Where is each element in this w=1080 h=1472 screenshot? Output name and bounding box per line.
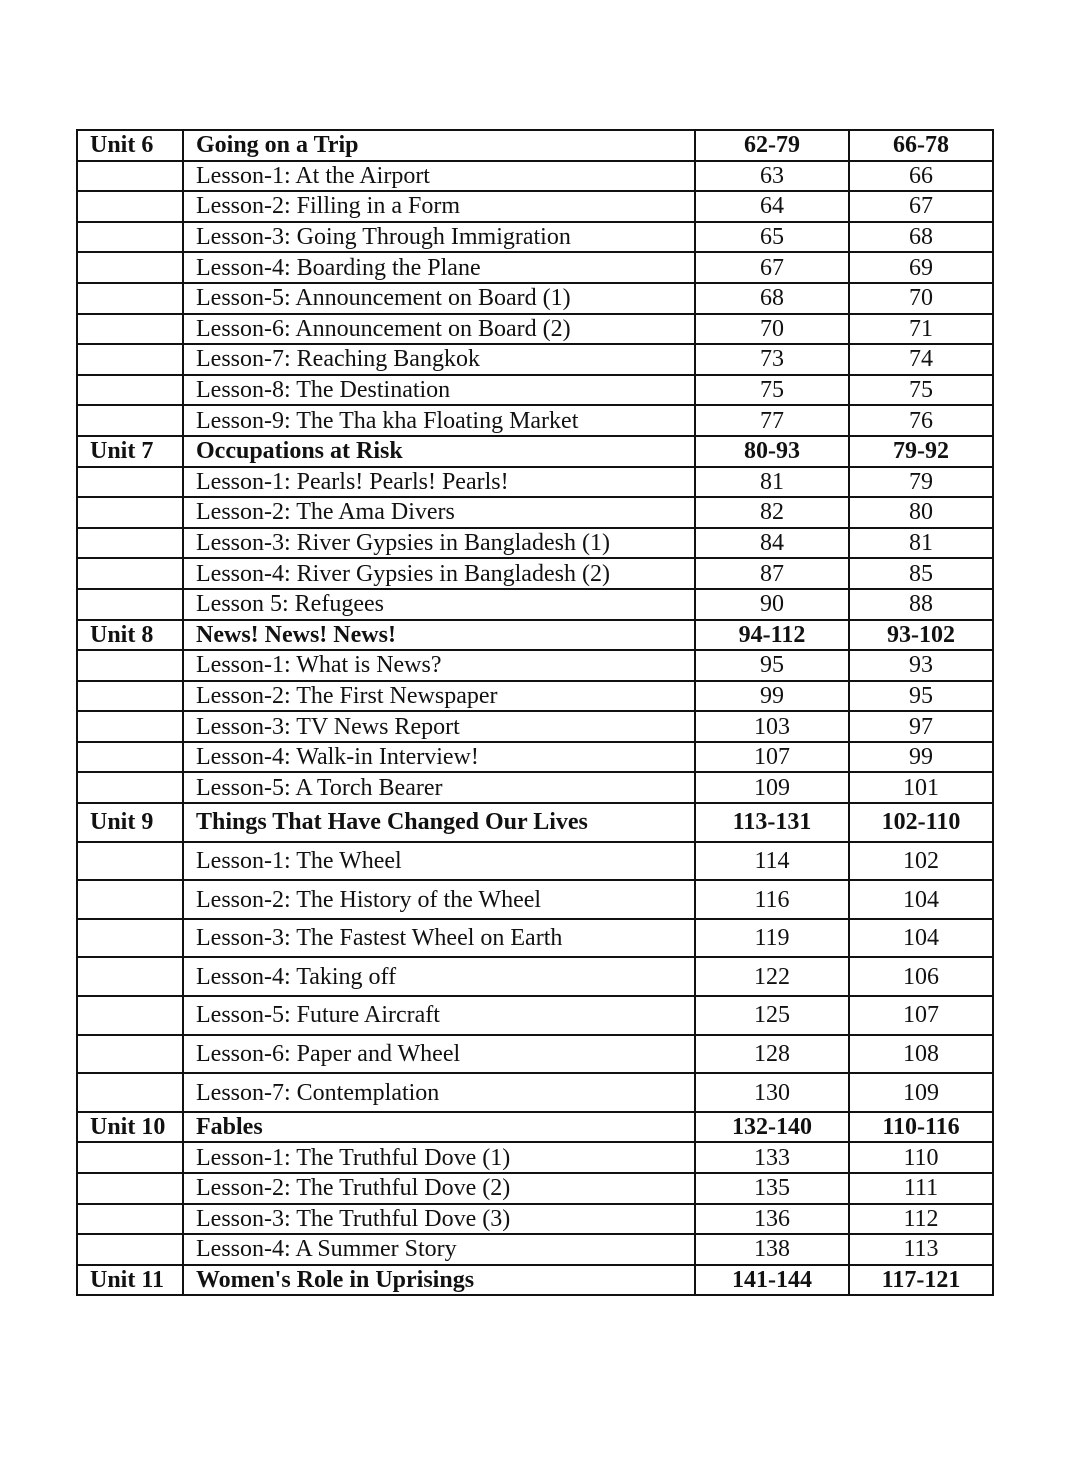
lesson-page-a: 116 [695,880,849,919]
lesson-page-b: 104 [849,880,993,919]
lesson-page-b: 99 [849,742,993,773]
lesson-page-a: 82 [695,497,849,528]
lesson-row [77,222,993,253]
unit-pages-b: 93-102 [849,620,993,651]
unit-pages-a: 80-93 [695,436,849,467]
lesson-page-b: 85 [849,558,993,589]
lesson-page-b: 80 [849,497,993,528]
lesson-row [77,283,993,314]
unit-label-empty [77,1173,183,1204]
lesson-title: Lesson-1: Pearls! Pearls! Pearls! [183,467,695,498]
unit-label-empty [77,1073,183,1112]
lesson-row [77,919,993,958]
lesson-page-b: 108 [849,1035,993,1074]
unit-label: Unit 9 [77,803,183,842]
unit-row [77,1112,993,1143]
unit-label-empty [77,344,183,375]
unit-label-empty [77,252,183,283]
lesson-title: Lesson-5: A Torch Bearer [183,772,695,803]
unit-label-empty [77,314,183,345]
lesson-page-b: 111 [849,1173,993,1204]
lesson-page-a: 87 [695,558,849,589]
unit-label-empty [77,405,183,436]
lesson-title: Lesson-2: Filling in a Form [183,191,695,222]
unit-title: Occupations at Risk [183,436,695,467]
lesson-row [77,528,993,559]
lesson-row [77,996,993,1035]
lesson-page-b: 66 [849,161,993,192]
lesson-row [77,1173,993,1204]
unit-label-empty [77,283,183,314]
lesson-page-b: 67 [849,191,993,222]
unit-pages-a: 132-140 [695,1112,849,1143]
lesson-row [77,375,993,406]
lesson-row [77,1204,993,1235]
lesson-title: Lesson-3: River Gypsies in Bangladesh (1) [183,528,695,559]
lesson-title: Lesson-7: Contemplation [183,1073,695,1112]
lesson-page-b: 75 [849,375,993,406]
unit-pages-b: 110-116 [849,1112,993,1143]
unit-label-empty [77,772,183,803]
lesson-page-a: 103 [695,711,849,742]
lesson-page-b: 81 [849,528,993,559]
lesson-page-b: 68 [849,222,993,253]
lesson-page-a: 73 [695,344,849,375]
lesson-title: Lesson-2: The Truthful Dove (2) [183,1173,695,1204]
lesson-page-a: 68 [695,283,849,314]
lesson-row [77,161,993,192]
lesson-page-b: 88 [849,589,993,620]
lesson-row [77,711,993,742]
lesson-title: Lesson-5: Future Aircraft [183,996,695,1035]
unit-title: Women's Role in Uprisings [183,1265,695,1296]
lesson-title: Lesson 5: Refugees [183,589,695,620]
unit-title: Things That Have Changed Our Lives [183,803,695,842]
lesson-title: Lesson-3: The Truthful Dove (3) [183,1204,695,1235]
lesson-row [77,467,993,498]
lesson-title: Lesson-4: Boarding the Plane [183,252,695,283]
lesson-page-a: 107 [695,742,849,773]
unit-label-empty [77,589,183,620]
unit-label-empty [77,1234,183,1265]
lesson-row [77,957,993,996]
lesson-page-b: 106 [849,957,993,996]
unit-title: News! News! News! [183,620,695,651]
lesson-title: Lesson-6: Paper and Wheel [183,1035,695,1074]
lesson-page-a: 122 [695,957,849,996]
unit-label: Unit 11 [77,1265,183,1296]
lesson-row [77,497,993,528]
lesson-row [77,772,993,803]
unit-pages-b: 117-121 [849,1265,993,1296]
lesson-row [77,880,993,919]
lesson-page-a: 135 [695,1173,849,1204]
lesson-title: Lesson-1: The Truthful Dove (1) [183,1142,695,1173]
lesson-page-b: 107 [849,996,993,1035]
lesson-row [77,842,993,881]
lesson-title: Lesson-1: The Wheel [183,842,695,881]
lesson-page-a: 95 [695,650,849,681]
lesson-page-b: 79 [849,467,993,498]
unit-label: Unit 8 [77,620,183,651]
lesson-page-a: 114 [695,842,849,881]
lesson-page-b: 95 [849,681,993,712]
lesson-page-a: 67 [695,252,849,283]
lesson-title: Lesson-3: Going Through Immigration [183,222,695,253]
lesson-row [77,742,993,773]
lesson-title: Lesson-3: The Fastest Wheel on Earth [183,919,695,958]
lesson-title: Lesson-4: Walk-in Interview! [183,742,695,773]
unit-label-empty [77,650,183,681]
unit-label-empty [77,742,183,773]
lesson-page-b: 110 [849,1142,993,1173]
lesson-row [77,1142,993,1173]
unit-row [77,436,993,467]
unit-title: Fables [183,1112,695,1143]
lesson-row [77,681,993,712]
lesson-page-b: 71 [849,314,993,345]
lesson-page-b: 109 [849,1073,993,1112]
lesson-title: Lesson-4: River Gypsies in Bangladesh (2) [183,558,695,589]
lesson-page-b: 93 [849,650,993,681]
lesson-row [77,1073,993,1112]
lesson-page-b: 101 [849,772,993,803]
lesson-title: Lesson-7: Reaching Bangkok [183,344,695,375]
unit-row [77,620,993,651]
unit-label-empty [77,375,183,406]
lesson-title: Lesson-5: Announcement on Board (1) [183,283,695,314]
unit-pages-a: 141-144 [695,1265,849,1296]
lesson-title: Lesson-9: The Tha kha Floating Market [183,405,695,436]
lesson-page-a: 90 [695,589,849,620]
unit-row [77,1265,993,1296]
lesson-row [77,650,993,681]
lesson-page-b: 104 [849,919,993,958]
lesson-row [77,191,993,222]
lesson-page-b: 69 [849,252,993,283]
lesson-row [77,314,993,345]
lesson-page-b: 70 [849,283,993,314]
lesson-page-a: 125 [695,996,849,1035]
lesson-page-a: 81 [695,467,849,498]
lesson-page-a: 84 [695,528,849,559]
unit-row [77,803,993,842]
lesson-page-b: 112 [849,1204,993,1235]
lesson-row [77,558,993,589]
toc-body [77,130,993,1295]
lesson-title: Lesson-4: Taking off [183,957,695,996]
lesson-page-a: 77 [695,405,849,436]
unit-label-empty [77,467,183,498]
lesson-page-b: 102 [849,842,993,881]
lesson-page-b: 76 [849,405,993,436]
lesson-page-a: 99 [695,681,849,712]
lesson-row [77,405,993,436]
lesson-page-a: 119 [695,919,849,958]
lesson-page-a: 130 [695,1073,849,1112]
unit-label-empty [77,681,183,712]
lesson-page-b: 97 [849,711,993,742]
unit-pages-b: 66-78 [849,130,993,161]
lesson-title: Lesson-1: What is News? [183,650,695,681]
unit-label-empty [77,880,183,919]
unit-pages-a: 94-112 [695,620,849,651]
unit-label-empty [77,497,183,528]
unit-label-empty [77,558,183,589]
lesson-row [77,1234,993,1265]
lesson-title: Lesson-2: The First Newspaper [183,681,695,712]
unit-label-empty [77,996,183,1035]
unit-title: Going on a Trip [183,130,695,161]
lesson-page-b: 74 [849,344,993,375]
lesson-title: Lesson-2: The History of the Wheel [183,880,695,919]
lesson-page-a: 128 [695,1035,849,1074]
unit-label-empty [77,919,183,958]
unit-pages-a: 62-79 [695,130,849,161]
lesson-page-a: 136 [695,1204,849,1235]
lesson-page-a: 109 [695,772,849,803]
lesson-row [77,252,993,283]
lesson-row [77,589,993,620]
lesson-title: Lesson-6: Announcement on Board (2) [183,314,695,345]
lesson-page-a: 138 [695,1234,849,1265]
unit-label-empty [77,191,183,222]
unit-label-empty [77,1035,183,1074]
lesson-row [77,1035,993,1074]
lesson-page-a: 64 [695,191,849,222]
lesson-row [77,344,993,375]
unit-label: Unit 6 [77,130,183,161]
lesson-title: Lesson-1: At the Airport [183,161,695,192]
unit-label-empty [77,222,183,253]
lesson-title: Lesson-8: The Destination [183,375,695,406]
unit-label: Unit 10 [77,1112,183,1143]
unit-label-empty [77,528,183,559]
unit-label-empty [77,1204,183,1235]
unit-pages-a: 113-131 [695,803,849,842]
lesson-title: Lesson-4: A Summer Story [183,1234,695,1265]
lesson-page-a: 70 [695,314,849,345]
unit-label-empty [77,711,183,742]
lesson-page-a: 65 [695,222,849,253]
unit-label: Unit 7 [77,436,183,467]
lesson-page-a: 133 [695,1142,849,1173]
lesson-page-a: 63 [695,161,849,192]
unit-label-empty [77,842,183,881]
table-of-contents [76,129,994,1296]
lesson-page-a: 75 [695,375,849,406]
unit-label-empty [77,1142,183,1173]
unit-pages-b: 79-92 [849,436,993,467]
unit-row [77,130,993,161]
lesson-title: Lesson-3: TV News Report [183,711,695,742]
unit-pages-b: 102-110 [849,803,993,842]
unit-label-empty [77,161,183,192]
unit-label-empty [77,957,183,996]
lesson-title: Lesson-2: The Ama Divers [183,497,695,528]
lesson-page-b: 113 [849,1234,993,1265]
